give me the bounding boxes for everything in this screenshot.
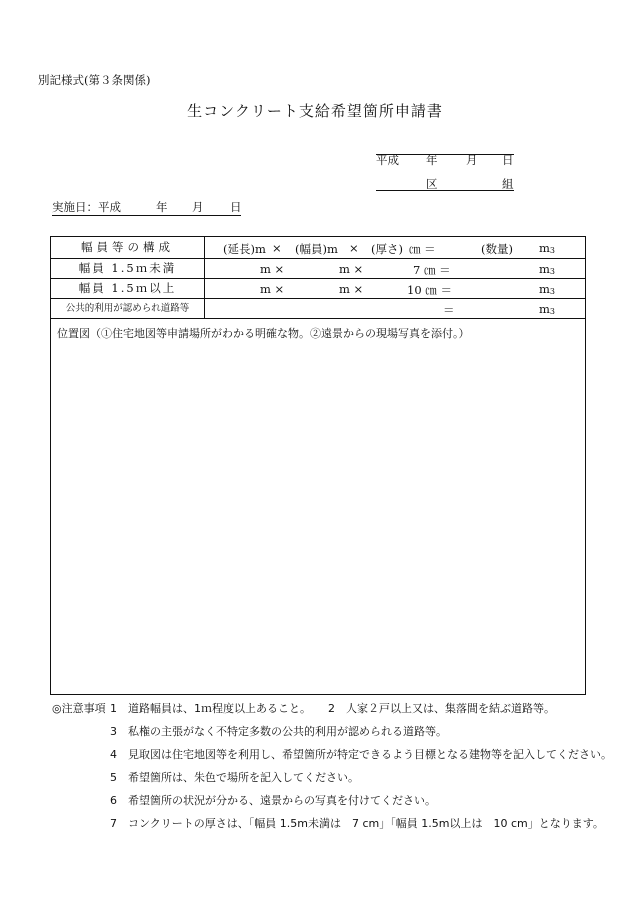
length-header: (延長)m [223, 242, 266, 256]
date-month: 月 [466, 153, 478, 167]
length-cell: m × [260, 262, 285, 276]
implementation-year: 年 [156, 200, 168, 214]
times-sign: × [349, 241, 359, 255]
quantity-header: (数量) [481, 242, 513, 256]
table-row [51, 279, 585, 299]
note-item: 3 私権の主張がなく不特定多数の公共的利用が認められる道路等。 [110, 725, 447, 738]
group-label: 組 [502, 177, 514, 191]
table-row [51, 259, 585, 279]
thickness-cell: 7 ㎝ ＝ [413, 263, 451, 277]
cm-equal: ㎝ ＝ [409, 242, 436, 256]
note-item: 5 希望箇所は、朱色で場所を記入してください。 [110, 771, 359, 784]
location-map-label: 位置図（①住宅地図等申請場所がわかる明確な物。②遠景からの現場写真を添付。） [57, 327, 470, 340]
equal-cell: ＝ [443, 303, 455, 317]
table-row [51, 299, 585, 319]
length-cell: m × [260, 282, 285, 296]
date-day: 日 [502, 153, 514, 167]
implementation-date-line [52, 199, 241, 216]
note-item: 7 コンクリートの厚さは、「幅員 1.5m未満は 7 cm」「幅員 1.5m以上は 10 cm」となります。 [110, 817, 604, 830]
implementation-month: 月 [192, 200, 204, 214]
row-label: 公共的利用が認められ道路等 [51, 299, 205, 318]
width-header: (幅員)m [295, 242, 338, 256]
unit-m3: m3 [539, 302, 555, 316]
date-era: 平成 [376, 153, 399, 167]
ward-label: 区 [426, 177, 438, 191]
header-label-cell: 幅員等の構成 [51, 237, 205, 258]
application-table [50, 236, 586, 695]
thickness-cell: 10 ㎝ ＝ [407, 283, 452, 297]
implementation-label: 実施日：平成 [52, 200, 121, 214]
note-item: 2 人家２戸以上又は、集落間を結ぶ道路等。 [328, 702, 555, 715]
width-cell: m × [339, 262, 364, 276]
width-cell: m × [339, 282, 364, 296]
thickness-header: (厚さ) [371, 242, 403, 256]
times-sign: × [272, 241, 282, 255]
unit-m3: m3 [539, 241, 555, 255]
note-item: 6 希望箇所の状況が分かる、遠景からの写真を付けてください。 [110, 794, 436, 807]
page-title: 生コンクリート支給希望箇所申請書 [187, 102, 443, 120]
note-item: 1 道路幅員は、1ｍ程度以上あること。 [110, 702, 311, 715]
date-year: 年 [426, 153, 438, 167]
unit-m3: m3 [539, 282, 555, 296]
implementation-day: 日 [230, 200, 242, 214]
unit-m3: m3 [539, 262, 555, 276]
row-label: 幅員 1.5ｍ以上 [51, 279, 205, 298]
table-header-row [51, 237, 585, 259]
row-label: 幅員 1.5ｍ未満 [51, 259, 205, 278]
note-item: 4 見取図は住宅地図等を利用し、希望箇所が特定できるよう目標となる建物等を記入してください。 [110, 748, 612, 761]
notes-heading: ◎注意事項 [52, 702, 106, 715]
ward-group-line [376, 176, 514, 191]
form-label: 別記様式(第３条関係) [38, 73, 151, 87]
application-date-line [376, 152, 514, 167]
